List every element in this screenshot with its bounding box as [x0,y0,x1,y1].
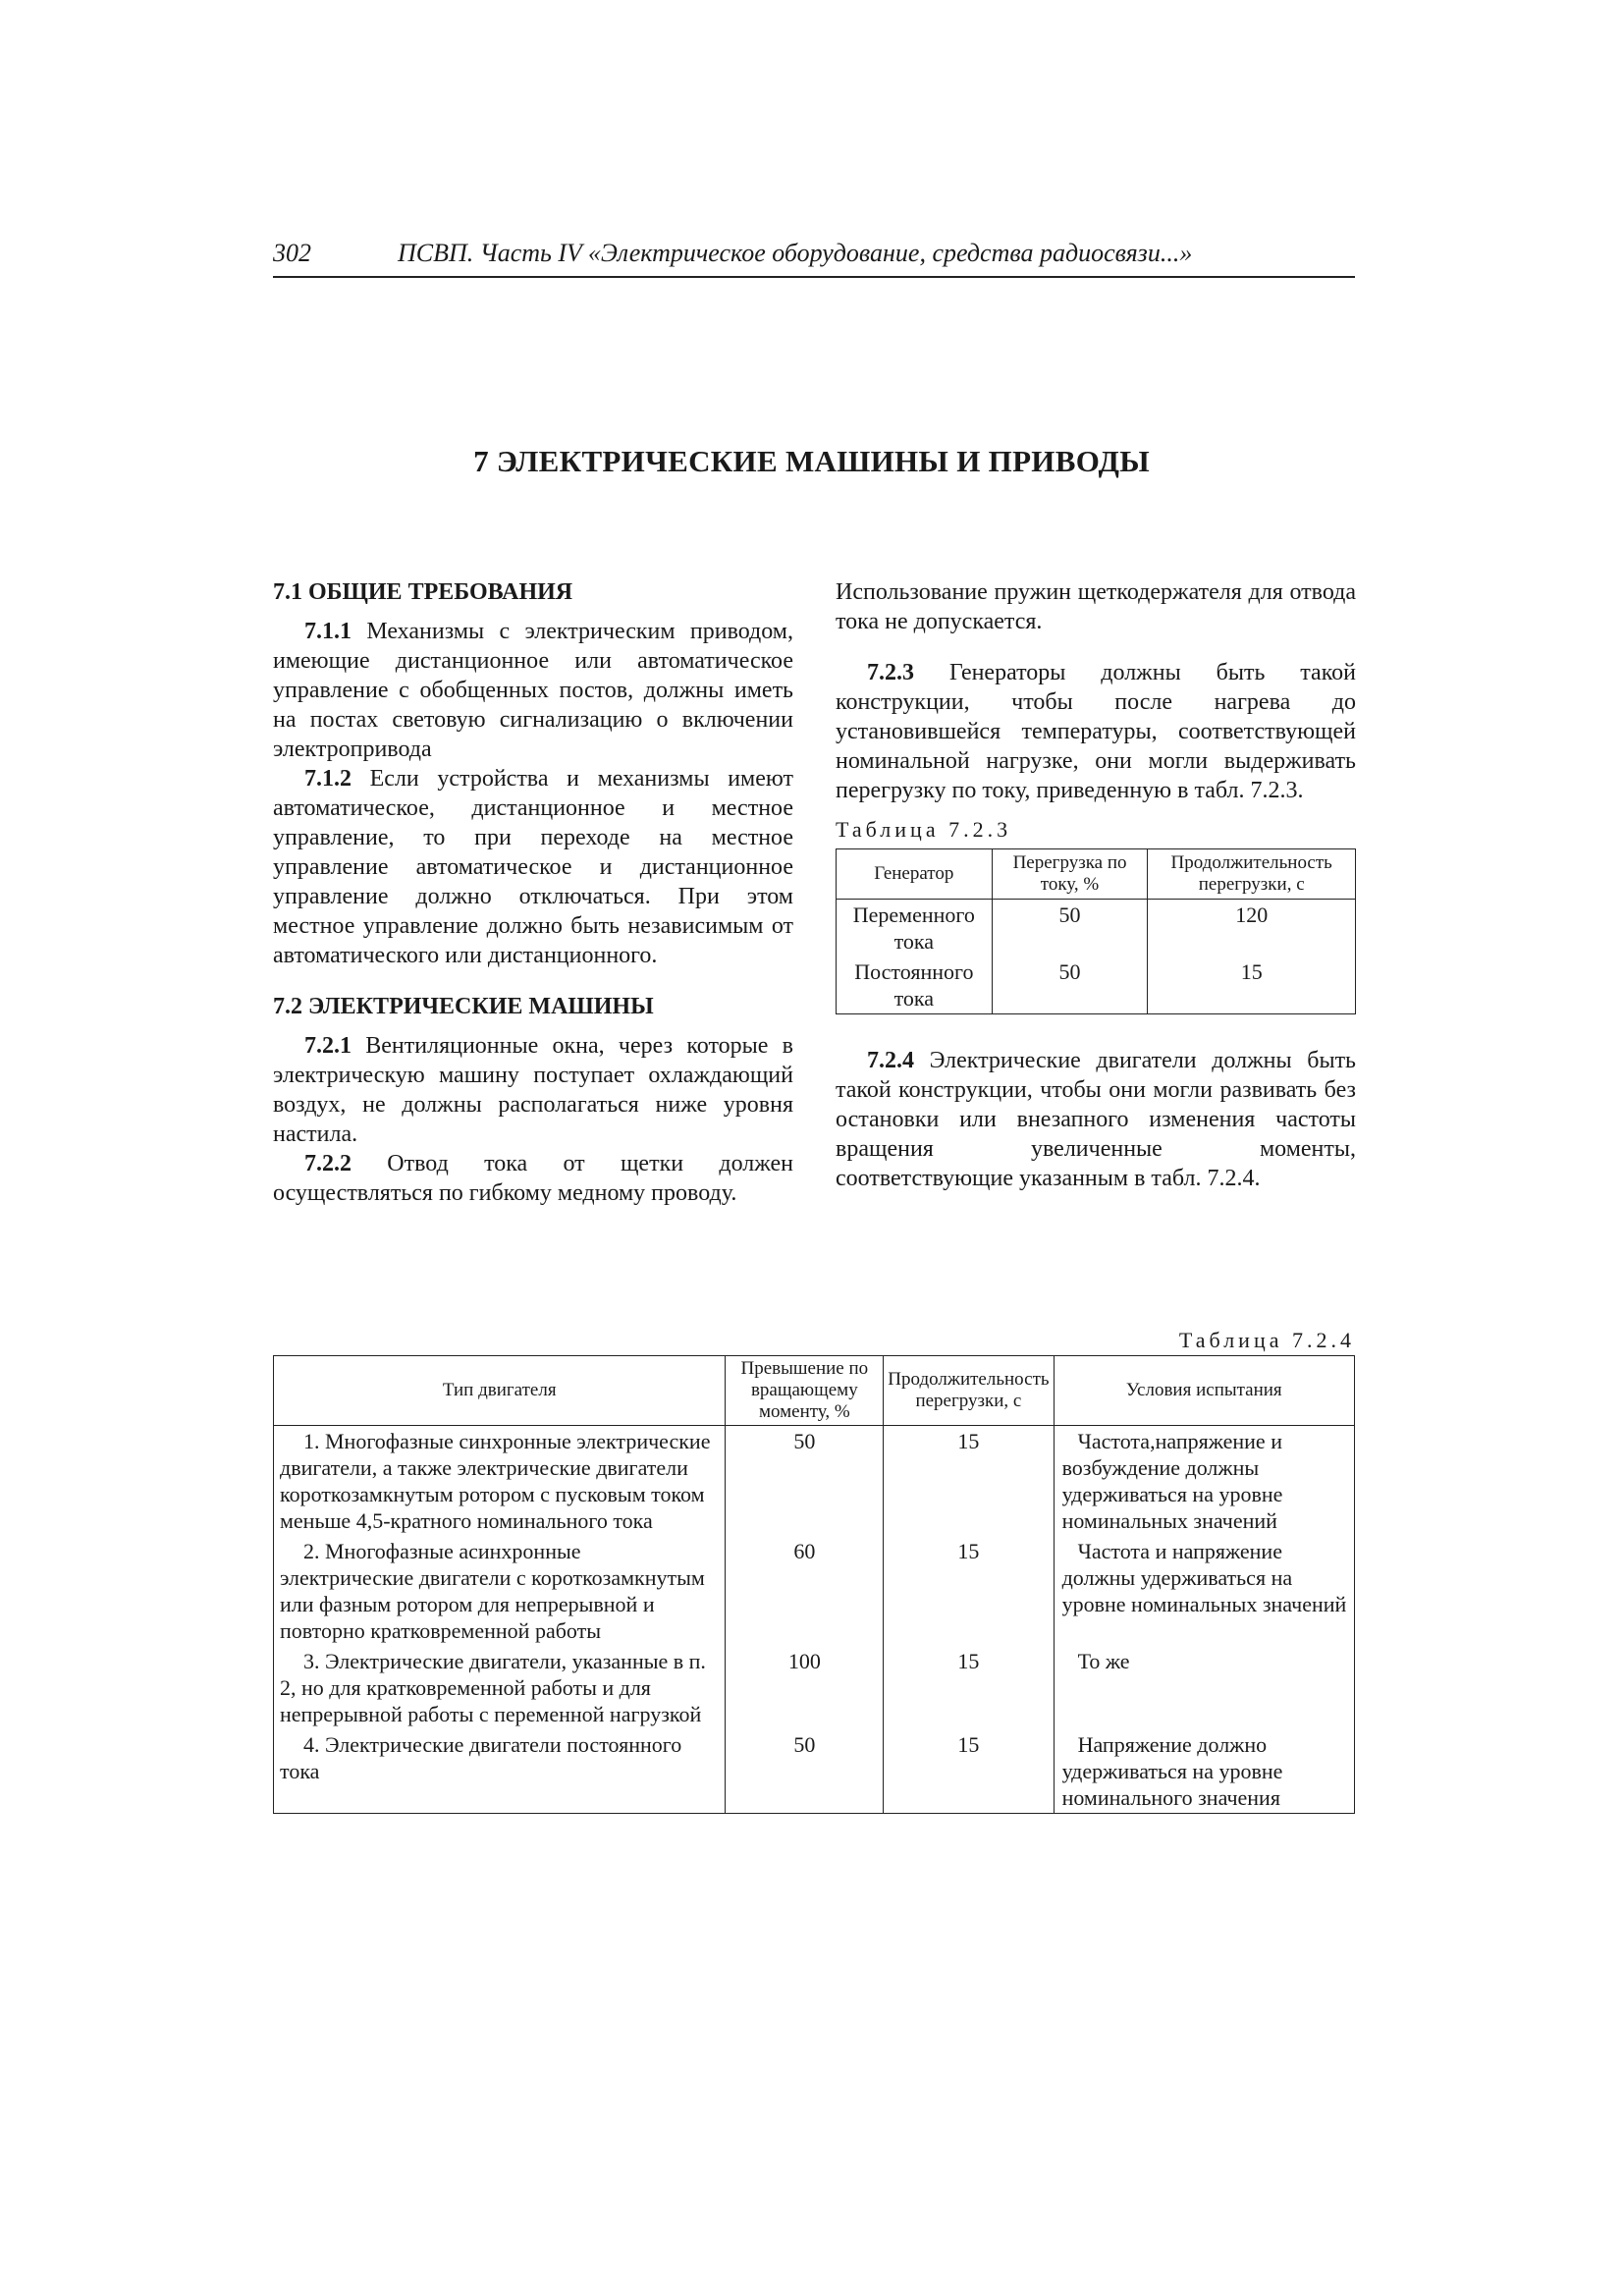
paragraph-7-2-2 [273,1149,793,1208]
condition-text: То же [1077,1649,1130,1673]
clause-number: 7.2.2 [304,1151,352,1176]
clause-text: Если устройства и механизмы имеют автоматическое, дистанционное и местное управление, то при переходе на местное управление автоматическое и дистанционное управление должно отключаться. При этом местное управление должно быть независимым от автоматического или дистанционного. [273,766,793,968]
section-title-7-2: 7.2 ЭЛЕКТРИЧЕСКИЕ МАШИНЫ [273,994,654,1019]
table-cell [1054,1426,1354,1537]
chapter-title: 7 ЭЛЕКТРИЧЕСКИЕ МАШИНЫ И ПРИВОДЫ [473,444,1150,478]
table-7-2-3 [836,848,1356,1014]
paragraph-7-1-2 [273,764,793,970]
table-row [837,900,1356,957]
page-header [273,239,1355,278]
table-header-row [837,849,1356,900]
table-cell: 2. Многофазные асинхронные электрические двигатели с короткозамкнутым или фазным ротором для непрерывной и повторно кратковременной работы [274,1536,726,1646]
clause-text: Электрические двигатели должны быть такой конструкции, чтобы они могли развивать без остановки или внезапного изменения частоты вращения увеличенные моменты, соответствующие указанным в табл. 7.2.4. [836,1048,1356,1191]
table-header-row [274,1356,1355,1426]
table-cell: 4. Электрические двигатели постоянного тока [274,1729,726,1814]
table-row [837,957,1356,1014]
table-cell: 15 [884,1426,1054,1537]
section-title-7-1: 7.1 ОБЩИЕ ТРЕБОВАНИЯ [273,579,573,605]
table-row [274,1536,1355,1646]
table-row [274,1646,1355,1729]
column-header: Условия испытания [1054,1356,1354,1426]
table-cell: Постоянного тока [837,957,993,1014]
table-cell [1054,1536,1354,1646]
table-cell: 120 [1148,900,1356,957]
page-number: 302 [273,239,311,267]
condition-text: Частота и напряжение должны удерживаться на уровне номинальных значений [1061,1539,1347,1616]
clause-number: 7.1.1 [304,619,352,644]
table-caption-7-2-4-wrap [273,1328,1355,1353]
paragraph-7-1-1 [273,617,793,764]
table-cell [1054,1729,1354,1814]
table-cell: 50 [726,1729,884,1814]
table-cell: 100 [726,1646,884,1729]
column-header: Продолжительность перегрузки, с [884,1356,1054,1426]
clause-number: 7.2.3 [867,660,914,685]
clause-number: 7.1.2 [304,766,352,792]
table-7-2-4 [273,1355,1355,1814]
column-header: Продолжительность перегрузки, с [1148,849,1356,900]
condition-text: Частота,напряжение и возбуждение должны удерживаться на уровне номинальных значений [1061,1429,1283,1533]
table-cell: 15 [1148,957,1356,1014]
clause-number: 7.2.1 [304,1033,352,1059]
left-column [273,577,793,1208]
paragraph-7-2-2-continued: Использование пружин щеткодержателя для отвода тока не допускается. [836,579,1356,634]
clause-text: Вентиляционные окна, через которые в электрическую машину поступает охлаждающий воздух, не должны располагаться ниже уровня настила. [273,1033,793,1147]
clause-number: 7.2.4 [867,1048,914,1073]
clause-text: Отвод тока от щетки должен осуществляться по гибкому медному проводу. [273,1151,793,1206]
table-cell: 3. Электрические двигатели, указанные в п. 2, но для кратковременной работы и для непрерывной работы с переменной нагрузкой [274,1646,726,1729]
column-header: Перегрузка по току, % [992,849,1148,900]
table-cell: 15 [884,1729,1054,1814]
table-caption-7-2-4: Таблица 7.2.4 [1178,1328,1355,1352]
right-column [836,577,1356,1193]
paragraph-7-2-4 [836,1046,1356,1193]
table-cell: 15 [884,1646,1054,1729]
clause-text: Генераторы должны быть такой конструкции, чтобы после нагрева до установившейся температуры, соответствующей номинальной нагрузке, они могли выдерживать перегрузку по току, приведенную в табл. 7.2.3. [836,660,1356,803]
table-cell: 50 [726,1426,884,1537]
table-cell: 60 [726,1536,884,1646]
table-caption-7-2-3: Таблица 7.2.3 [836,817,1012,842]
paragraph-7-2-3 [836,658,1356,805]
condition-text: Напряжение должно удерживаться на уровне номинального значения [1061,1732,1283,1810]
column-header: Превышение по вращающему моменту, % [726,1356,884,1426]
table-row [274,1426,1355,1537]
table-cell: 50 [992,900,1148,957]
table-cell: Переменного тока [837,900,993,957]
column-header: Генератор [837,849,993,900]
table-cell: 50 [992,957,1148,1014]
running-title: ПСВП. Часть IV «Электрическое оборудование, средства радиосвязи...» [398,239,1193,267]
table-cell: 1. Многофазные синхронные электрические двигатели, а также электрические двигатели короткозамкнутым ротором с пусковым током меньше 4,5-кратного номинального тока [274,1426,726,1537]
column-header: Тип двигателя [274,1356,726,1426]
paragraph-7-2-1 [273,1031,793,1149]
table-cell [1054,1646,1354,1729]
table-row [274,1729,1355,1814]
clause-text: Механизмы с электрическим приводом, имеющие дистанционное или автоматическое управление с обобщенных постов, должны иметь на постах световую сигнализацию о включении электропривода [273,619,793,762]
table-cell: 15 [884,1536,1054,1646]
